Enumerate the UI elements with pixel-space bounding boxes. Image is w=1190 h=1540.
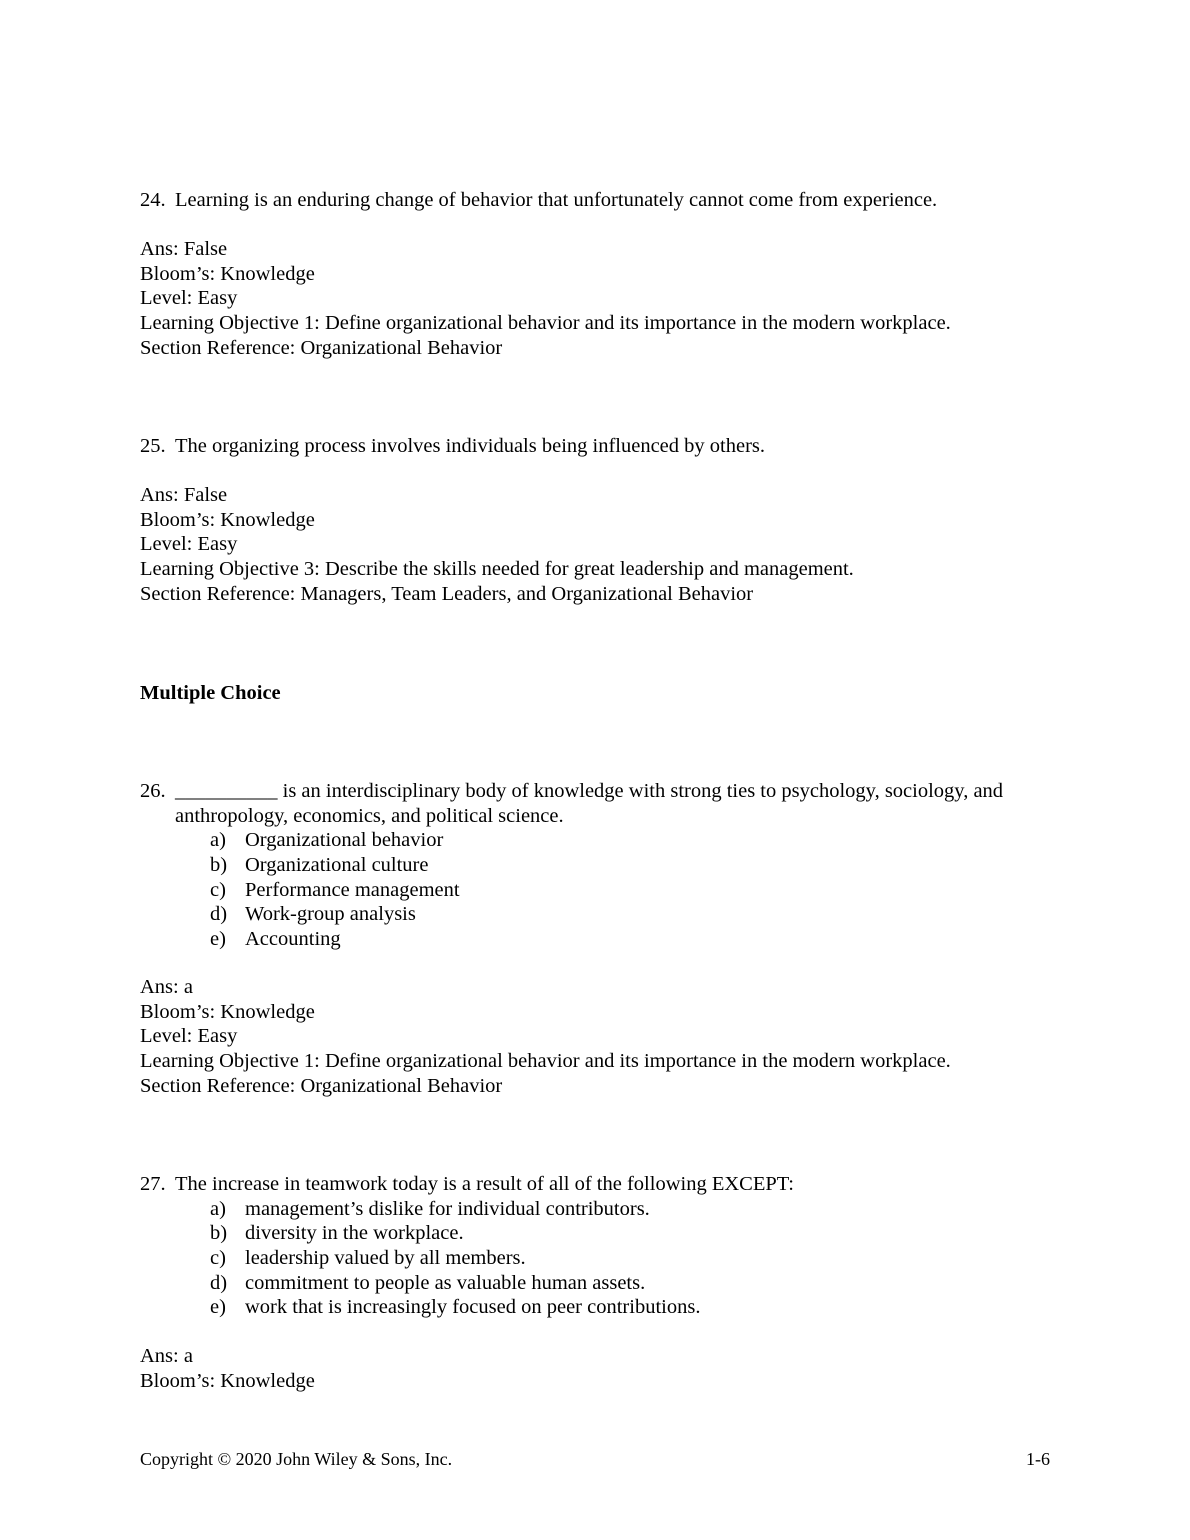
answer-meta-25	[140, 483, 1060, 606]
learning-objective: Learning Objective 3: Describe the skills needed for great leadership and management.	[140, 558, 854, 581]
question-25	[140, 434, 1060, 459]
option-letter: d)	[210, 1271, 228, 1294]
option-letter: e)	[210, 928, 226, 951]
option-letter: c)	[210, 878, 226, 901]
answer-meta-24	[140, 237, 1060, 360]
difficulty-level: Level: Easy	[140, 533, 238, 556]
blooms-level: Bloom’s: Knowledge	[140, 262, 315, 285]
question-number: 24.	[140, 189, 166, 211]
answer: Ans: a	[140, 976, 193, 998]
option-letter: b)	[210, 1222, 228, 1245]
section-reference: Section Reference: Organizational Behavior	[140, 1074, 503, 1097]
answer-option	[140, 1197, 1060, 1222]
option-letter: a)	[210, 1197, 226, 1220]
question-text: Learning is an enduring change of behavior that unfortunately cannot come from experience.	[175, 189, 938, 211]
answer-option	[140, 927, 1060, 952]
option-text: Organizational behavior	[245, 829, 444, 852]
question-24	[140, 188, 1060, 213]
option-text: leadership valued by all members.	[245, 1247, 526, 1270]
question-text: The organizing process involves individuals being influenced by others.	[175, 435, 766, 457]
learning-objective: Learning Objective 1: Define organizational behavior and its importance in the modern workplace.	[140, 312, 951, 335]
learning-objective: Learning Objective 1: Define organizational behavior and its importance in the modern workplace.	[140, 1050, 951, 1073]
blooms-level: Bloom’s: Knowledge	[140, 1369, 315, 1392]
option-letter: a)	[210, 829, 226, 852]
option-text: management’s dislike for individual contributors.	[245, 1197, 650, 1220]
option-text: commitment to people as valuable human assets.	[245, 1271, 646, 1294]
blooms-level: Bloom’s: Knowledge	[140, 1000, 315, 1023]
answer-meta-26	[140, 975, 1060, 1098]
option-letter: c)	[210, 1247, 226, 1270]
question-text: The increase in teamwork today is a result of all of the following EXCEPT:	[175, 1173, 794, 1195]
blooms-level: Bloom’s: Knowledge	[140, 508, 315, 531]
question-26	[140, 779, 1060, 952]
question-27	[140, 1172, 1060, 1320]
difficulty-level: Level: Easy	[140, 1025, 238, 1048]
option-letter: b)	[210, 854, 228, 877]
answer-meta-27	[140, 1344, 1060, 1393]
question-stem	[140, 188, 1060, 213]
page-number: 1-6	[1026, 1449, 1050, 1469]
question-number: 26.	[140, 780, 166, 802]
option-text: diversity in the workplace.	[245, 1222, 464, 1245]
answer: Ans: a	[140, 1345, 193, 1367]
option-text: Performance management	[245, 878, 460, 901]
section-heading: Multiple Choice	[140, 682, 281, 704]
answer-option	[140, 828, 1060, 853]
answer: Ans: False	[140, 238, 228, 260]
answer-option	[140, 1271, 1060, 1296]
section-heading-block	[140, 681, 1060, 706]
question-text: __________ is an interdisciplinary body of knowledge with strong ties to psychology, sociology, and anthropology, economics, and political science.	[175, 780, 1004, 827]
question-number: 27.	[140, 1173, 166, 1195]
page-footer	[140, 1447, 1050, 1471]
section-reference: Section Reference: Managers, Team Leaders, and Organizational Behavior	[140, 582, 754, 605]
option-text: Work-group analysis	[245, 903, 416, 926]
question-number: 25.	[140, 435, 166, 457]
option-letter: d)	[210, 903, 228, 926]
answer-option	[140, 1295, 1060, 1320]
answer-option	[140, 1221, 1060, 1246]
question-stem	[140, 434, 1060, 459]
section-reference: Section Reference: Organizational Behavior	[140, 336, 503, 359]
difficulty-level: Level: Easy	[140, 287, 238, 310]
question-stem	[140, 779, 1060, 828]
answer: Ans: False	[140, 484, 228, 506]
option-letter: e)	[210, 1296, 226, 1319]
answer-option	[140, 853, 1060, 878]
question-stem	[140, 1172, 1060, 1197]
answer-option	[140, 878, 1060, 903]
answer-option	[140, 902, 1060, 927]
option-text: Accounting	[245, 928, 341, 951]
option-text: work that is increasingly focused on peer contributions.	[245, 1296, 701, 1319]
option-text: Organizational culture	[245, 854, 429, 877]
copyright-notice: Copyright © 2020 John Wiley & Sons, Inc.	[140, 1449, 453, 1469]
answer-option	[140, 1246, 1060, 1271]
